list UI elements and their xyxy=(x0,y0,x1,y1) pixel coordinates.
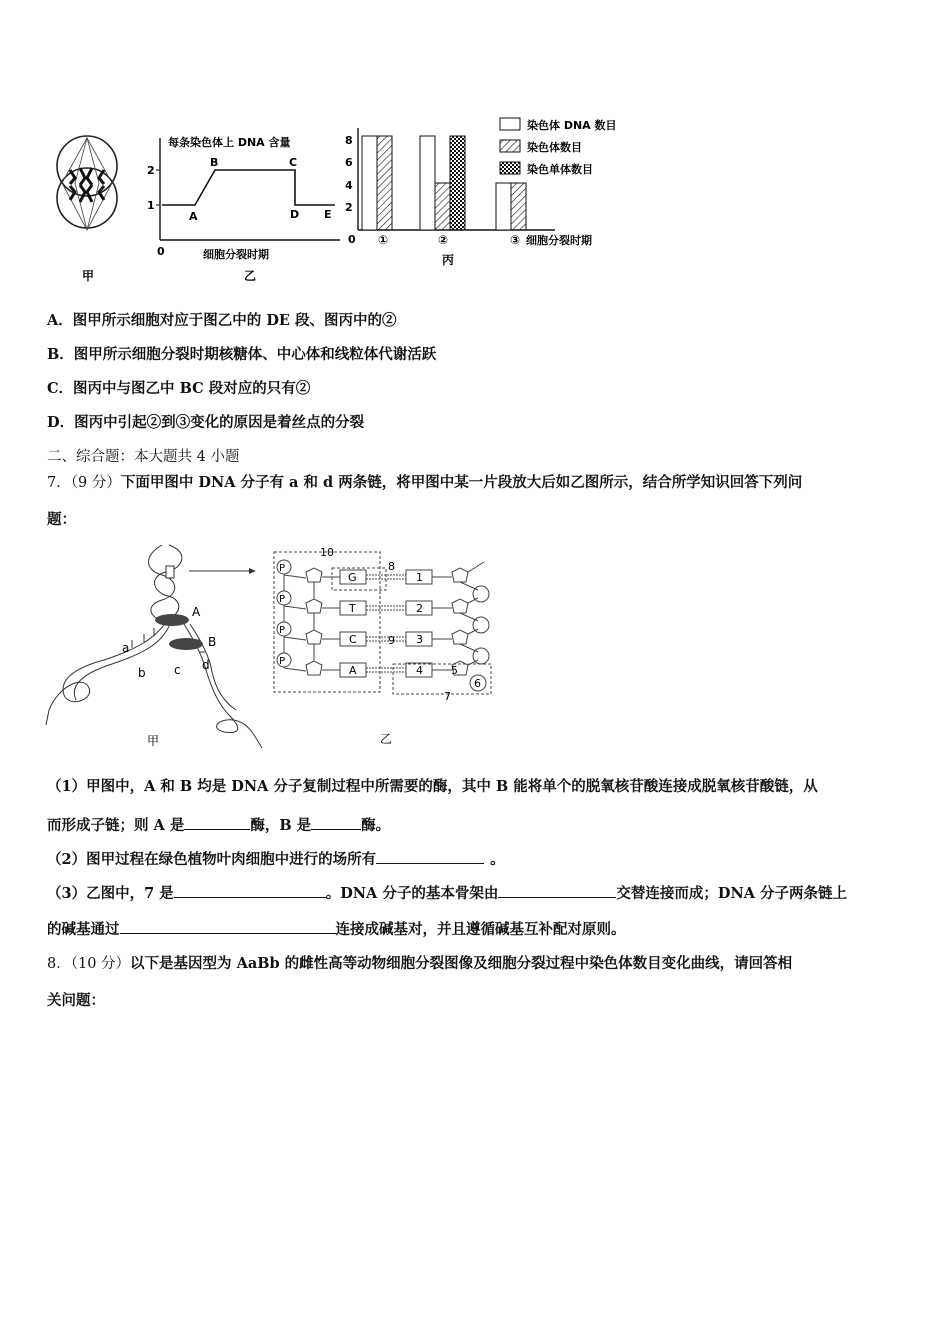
q7-stem-line2: 题： xyxy=(47,511,76,528)
bar-3-series-2 xyxy=(511,183,526,230)
bing-ytick-4: 4 xyxy=(345,179,353,192)
q7-sub1-line2 xyxy=(47,815,390,835)
option-b xyxy=(47,346,436,364)
q7-sub1-line1: （1）甲图中，A 和 B 均是 DNA 分子复制过程中所需要的酶，其中 B 能将单个的脱氧核苷酸连接成脱氧核苷酸链，从 xyxy=(47,778,818,795)
q7-number: 7． xyxy=(47,475,71,491)
bing-cat-1: ① xyxy=(378,233,389,247)
base-3: 3 xyxy=(416,633,423,646)
base-4: 4 xyxy=(416,664,423,677)
option-c xyxy=(47,380,310,398)
q7-sub3-text-d: 的碱基通过 xyxy=(47,921,120,938)
phosphate-2: P xyxy=(279,594,286,605)
legend-label-chromatid: 染色单体数目 xyxy=(527,163,593,176)
yi-point-C: C xyxy=(289,156,298,169)
enzyme-B-shape xyxy=(169,638,203,650)
q7-sub2-text-b: 。 xyxy=(490,851,505,868)
q7-label-strand-a: a xyxy=(122,641,130,655)
q7-sub1-text-b: 酶，B 是 xyxy=(250,817,312,834)
answer-blank-7[interactable] xyxy=(174,883,326,898)
bing-xlabel: 细胞分裂时期 xyxy=(526,234,592,247)
option-a-letter: A． xyxy=(47,312,73,329)
answer-blank-enzyme-B[interactable] xyxy=(311,815,361,830)
base-1: 1 xyxy=(416,571,423,584)
base-G: G xyxy=(348,571,357,584)
option-d-text: 图丙中引起②到③变化的原因是着丝点的分裂 xyxy=(74,414,365,431)
q8-stem-line2: 关问题： xyxy=(47,992,105,1009)
label-8: 8 xyxy=(388,560,395,573)
label-5: 5 xyxy=(451,664,458,677)
base-A: A xyxy=(349,664,357,677)
top-figure xyxy=(40,108,640,288)
q8-stem-line1 xyxy=(47,955,792,973)
yi-point-B: B xyxy=(210,156,219,169)
q7-label-strand-b: b xyxy=(138,666,146,680)
chart-yi xyxy=(156,138,340,240)
base-C: C xyxy=(349,633,357,646)
section-title: 二、综合题：本大题共 4 小题 xyxy=(47,449,240,465)
option-a-text: 图甲所示细胞对应于图乙中的 DE 段、图丙中的② xyxy=(72,312,397,329)
option-c-letter: C． xyxy=(47,380,74,397)
chart-bing xyxy=(358,128,555,230)
option-c-text: 图丙中与图乙中 BC 段对应的只有② xyxy=(73,380,311,397)
yi-ytick-1: 1 xyxy=(147,199,155,212)
q7-figure xyxy=(44,540,504,750)
q7-sub3-text-a: （3）乙图中，7 是 xyxy=(47,885,174,902)
answer-blank-backbone[interactable] xyxy=(498,883,616,898)
yi-point-D: D xyxy=(290,208,300,221)
enzyme-A-shape xyxy=(155,614,189,626)
yi-point-E: E xyxy=(324,208,332,221)
option-b-letter: B． xyxy=(47,346,74,363)
q7-fig-yi-label: 乙 xyxy=(380,732,393,746)
q7-label-enzyme-A: A xyxy=(192,605,201,619)
bing-cat-3: ③ xyxy=(510,233,521,247)
base-2: 2 xyxy=(416,602,423,615)
dna-replication-diagram xyxy=(46,545,262,748)
answer-blank-location[interactable] xyxy=(376,849,484,864)
option-a xyxy=(47,312,397,330)
q7-stem-text: 下面甲图中 DNA 分子有 a 和 d 两条链，将甲图中某一片段放大后如乙图所示，结合所学知识回答下列问 xyxy=(120,474,803,491)
q7-figure-svg xyxy=(44,540,504,750)
bing-origin: 0 xyxy=(348,233,356,246)
q7-sub2 xyxy=(47,849,505,869)
yi-point-A: A xyxy=(189,210,198,223)
fig-yi-label: 乙 xyxy=(244,269,257,283)
option-b-text: 图甲所示细胞分裂时期核糖体、中心体和线粒体代谢活跃 xyxy=(73,346,437,363)
bar-1-series-2 xyxy=(377,136,392,230)
label-10: 10 xyxy=(320,546,334,559)
yi-xlabel: 细胞分裂时期 xyxy=(203,248,269,261)
q7-sub3-text-e: 连接成碱基对，并且遵循碱基互补配对原则。 xyxy=(335,921,626,938)
cell-diagram-jia xyxy=(57,136,117,230)
legend-swatch-chromosome xyxy=(500,140,520,152)
phosphate-4: P xyxy=(279,656,286,667)
yi-ytick-2: 2 xyxy=(147,164,155,177)
bar-2-series-1 xyxy=(420,136,435,230)
q7-sub1-text-a: 而形成子链；则 A 是 xyxy=(47,817,185,834)
option-d xyxy=(47,414,364,432)
q7-label-enzyme-B: B xyxy=(208,635,217,649)
legend-swatch-dna xyxy=(500,118,520,130)
yi-origin: 0 xyxy=(157,245,165,258)
q8-number: 8． xyxy=(47,956,71,972)
label-9: 9 xyxy=(388,634,395,647)
bar-2-series-3 xyxy=(450,136,465,230)
phosphate-3: P xyxy=(279,625,286,636)
q8-points: （10 分） xyxy=(70,956,131,972)
dna-content-curve xyxy=(162,170,335,205)
fig-jia-label: 甲 xyxy=(82,269,95,283)
base-T: T xyxy=(349,602,356,615)
q8-stem-text: 以下是基因型为 AaBb 的雌性高等动物细胞分裂图像及细胞分裂过程中染色体数目变化曲线，请回答相 xyxy=(130,955,793,972)
bing-ytick-6: 6 xyxy=(345,156,353,169)
answer-blank-enzyme-A[interactable] xyxy=(184,815,250,830)
phosphate-1: P xyxy=(279,563,286,574)
bing-cat-2: ② xyxy=(438,233,449,247)
q7-fig-jia-label: 甲 xyxy=(147,734,160,748)
label-6: 6 xyxy=(474,677,481,690)
q7-sub3-text-c: 交替连接而成；DNA 分子两条链上 xyxy=(616,885,848,902)
bar-1-series-1 xyxy=(362,136,377,230)
bar-2-series-2 xyxy=(435,183,450,230)
dna-structure-diagram xyxy=(274,552,491,694)
q7-sub3-line2 xyxy=(47,919,626,939)
legend-label-dna: 染色体 DNA 数目 xyxy=(527,119,617,132)
label-7: 7 xyxy=(444,690,451,703)
q7-label-strand-d: d xyxy=(202,658,210,672)
bing-ytick-8: 8 xyxy=(345,134,353,147)
yi-ylabel: 每条染色体上 DNA 含量 xyxy=(168,136,291,149)
bing-ytick-2: 2 xyxy=(345,201,353,214)
q7-stem-line1 xyxy=(47,474,802,492)
top-figure-svg xyxy=(40,108,640,288)
legend-label-chromosome: 染色体数目 xyxy=(527,141,582,154)
q7-points: （9 分） xyxy=(70,475,121,491)
bar-3-series-1 xyxy=(496,183,511,230)
option-d-letter: D． xyxy=(47,414,75,431)
q7-sub3-text-b: 。DNA 分子的基本骨架由 xyxy=(325,885,499,902)
answer-blank-base-pairing[interactable] xyxy=(120,919,336,934)
q7-sub3-line1 xyxy=(47,883,847,903)
q7-sub2-text-a: （2）图甲过程在绿色植物叶肉细胞中进行的场所有 xyxy=(47,851,377,868)
legend-swatch-chromatid xyxy=(500,162,520,174)
fig-bing-label: 丙 xyxy=(442,253,455,267)
q7-sub1-text-c: 酶。 xyxy=(361,817,391,834)
q7-label-strand-c: c xyxy=(174,663,181,677)
